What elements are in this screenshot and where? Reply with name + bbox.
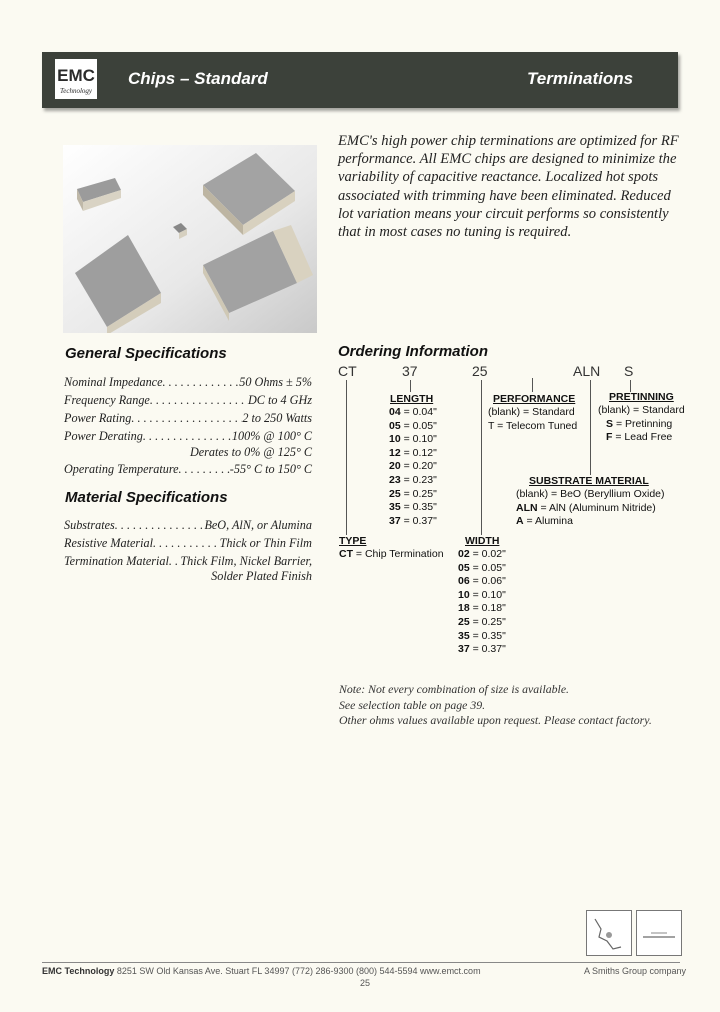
code-substrate: ALN: [573, 363, 601, 379]
connector-line: [532, 378, 533, 392]
spec-row: Termination Material . . . Thick Film, Nickel Barrier,: [64, 552, 312, 570]
type-title: TYPE: [339, 535, 367, 547]
connector-line: [481, 380, 482, 535]
page-number: 25: [360, 978, 371, 988]
code-pretinning: S: [624, 363, 634, 379]
code-length: 37: [402, 363, 418, 379]
intro-paragraph: EMC's high power chip terminations are optimized for RF performance. All EMC chips are designed to minimize the variability of capacitive reactance. Localized hot spots associated with trimming have been eliminated. Reduced lot variation means your circuit performs so consistently that in most cases no tuning is required.: [338, 133, 679, 241]
page-title: Chips – Standard: [128, 69, 268, 88]
spec-row-continuation: Solder Plated Finish: [211, 569, 312, 583]
footer-company: EMC Technology: [42, 966, 115, 976]
width-title: WIDTH: [465, 535, 500, 547]
performance-list: (blank) = Standard T = Telecom Tuned: [488, 406, 578, 432]
substrate-list: (blank) = BeO (Beryllium Oxide) ALN = AlN (Aluminum Nitride) A = Alumina: [516, 488, 665, 528]
general-specs-heading: General Specifications: [65, 345, 227, 362]
certification-mark: [586, 910, 632, 956]
logo-text: EMC: [57, 66, 95, 85]
pretinning-title: PRETINNING: [609, 391, 674, 403]
length-list: 04 = 0.04" 05 = 0.05" 10 = 0.10" 12 = 0.12" 20 = 0.20" 23 = 0.23" 25 = 0.25" 35 = 0.35" 37 = 0.37": [389, 406, 437, 527]
footer-address: 8251 SW Old Kansas Ave. Stuart FL 34997 (772) 286-9300 (800) 544-5594 www.emct.com: [116, 966, 481, 976]
logo-subtext: Technology: [59, 87, 93, 95]
spec-row-continuation: Derates to 0% @ 125° C: [189, 445, 312, 459]
footer-contact: [42, 966, 481, 976]
ordering-heading: Ordering Information: [338, 343, 488, 360]
ordering-notes: Note: Not every combination of size is available. See selection table on page 39. Other ohms values available upon request. Please contact factory.: [339, 682, 652, 727]
length-title: LENGTH: [390, 393, 434, 405]
connector-line: [590, 380, 591, 475]
section-title: Terminations: [527, 69, 634, 88]
code-type: CT: [338, 363, 357, 379]
substrate-title: SUBSTRATE MATERIAL: [529, 475, 649, 487]
spec-row: Nominal Impedance . . . 50 Ohms ± 5%: [64, 373, 312, 391]
width-list: 02 = 0.02" 05 = 0.05" 06 = 0.06" 10 = 0.10" 18 = 0.18" 25 = 0.25" 35 = 0.35" 37 = 0.37": [458, 548, 506, 656]
pretinning-list: (blank) = Standard S = Pretinning F = Lead Free: [598, 404, 685, 444]
connector-line: [346, 380, 347, 535]
spec-row: Substrates . . . BeO, AlN, or Alumina: [64, 516, 312, 534]
spec-row: Operating Temperature . . . -55° C to 150° C: [64, 460, 312, 478]
performance-title: PERFORMANCE: [493, 393, 576, 405]
footer-tagline: A Smiths Group company: [584, 966, 687, 976]
material-specs-heading: Material Specifications: [65, 489, 228, 506]
quality-mark: [636, 910, 682, 956]
code-width: 25: [472, 363, 488, 379]
spec-row: Frequency Range . . . DC to 4 GHz: [64, 391, 312, 409]
connector-line: [410, 380, 411, 392]
type-list: CT = Chip Termination: [339, 548, 444, 560]
chip-photo: [63, 145, 317, 333]
spec-row: Power Rating . . . 2 to 250 Watts: [64, 409, 312, 427]
spec-row: Power Derating . . . 100% @ 100° C: [64, 427, 312, 445]
spec-row: Resistive Material . . . Thick or Thin Film: [64, 534, 312, 552]
footer-divider: [42, 962, 680, 963]
emc-logo: [55, 59, 97, 99]
